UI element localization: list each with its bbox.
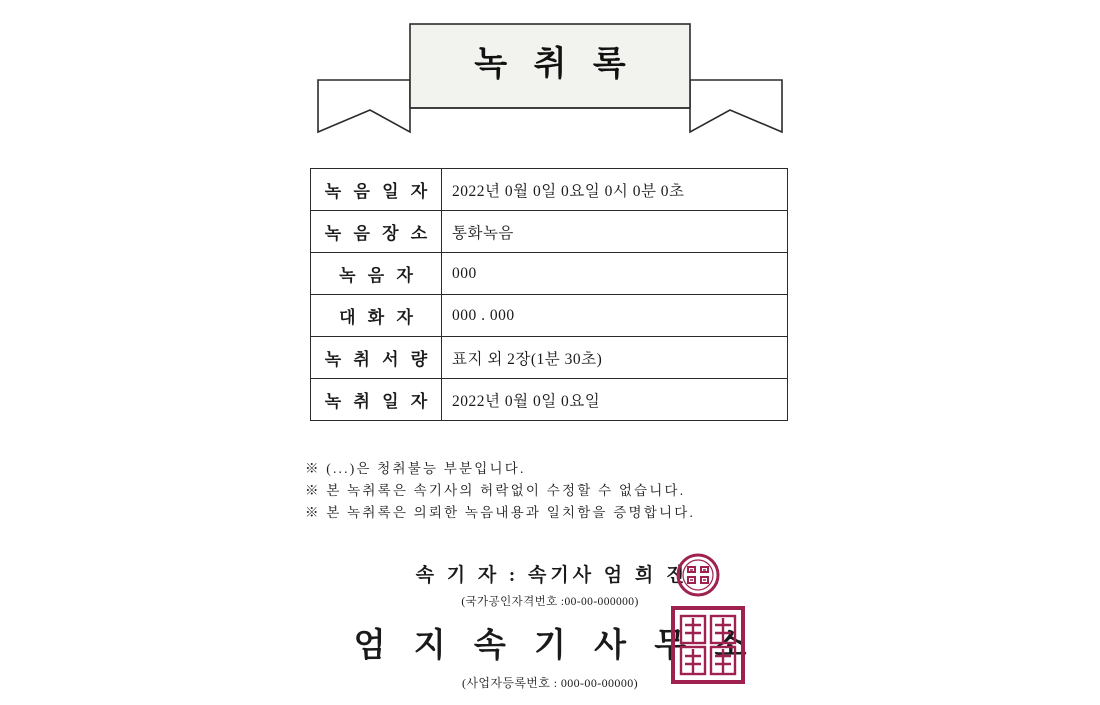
title-banner (0, 14, 1100, 144)
row-label: 대 화 자 (311, 295, 442, 337)
table-row (311, 253, 788, 295)
row-label: 녹 취 일 자 (311, 379, 442, 421)
notes-block (305, 458, 905, 524)
table-row (311, 379, 788, 421)
row-value: 000 (442, 253, 788, 295)
page-title: 녹 취 록 (474, 46, 635, 83)
row-label: 녹 취 서 량 (311, 337, 442, 379)
license-number: (국가공인자격번호 :00-00-000000) (461, 596, 639, 608)
business-number: (사업자등록번호 : 000-00-00000) (461, 676, 639, 690)
row-label: 녹 음 자 (311, 253, 442, 295)
row-value: 통화녹음 (442, 211, 788, 253)
recording-info-table (310, 168, 788, 421)
row-label: 녹 음 일 자 (311, 169, 442, 211)
table-row (311, 211, 788, 253)
table-row (311, 337, 788, 379)
row-value: 표지 외 2장(1분 30초) (442, 337, 788, 379)
office-name: 엄 지 속 기 사 무 소 (353, 628, 757, 664)
table-row (311, 169, 788, 211)
row-label: 녹 음 장 소 (311, 211, 442, 253)
row-value: 2022년 0월 0일 0요일 (442, 379, 788, 421)
signature-block (0, 560, 1100, 691)
round-seal-stamp-icon (676, 553, 720, 597)
row-value: 2022년 0월 0일 0요일 0시 0분 0초 (442, 169, 788, 211)
note-line: ※ 본 녹취록은 속기사의 허락없이 수정할 수 없습니다. (305, 483, 686, 498)
note-line: ※ (...)은 청취불능 부분입니다. (305, 461, 526, 476)
square-seal-stamp-icon (670, 605, 746, 685)
note-line: ※ 본 녹취록은 의뢰한 녹음내용과 일치함을 증명합니다. (305, 505, 696, 520)
stenographer-name: 속 기 자 : 속기사 엄 희 진 (415, 565, 689, 586)
table-row (311, 295, 788, 337)
row-value: 000 . 000 (442, 295, 788, 337)
